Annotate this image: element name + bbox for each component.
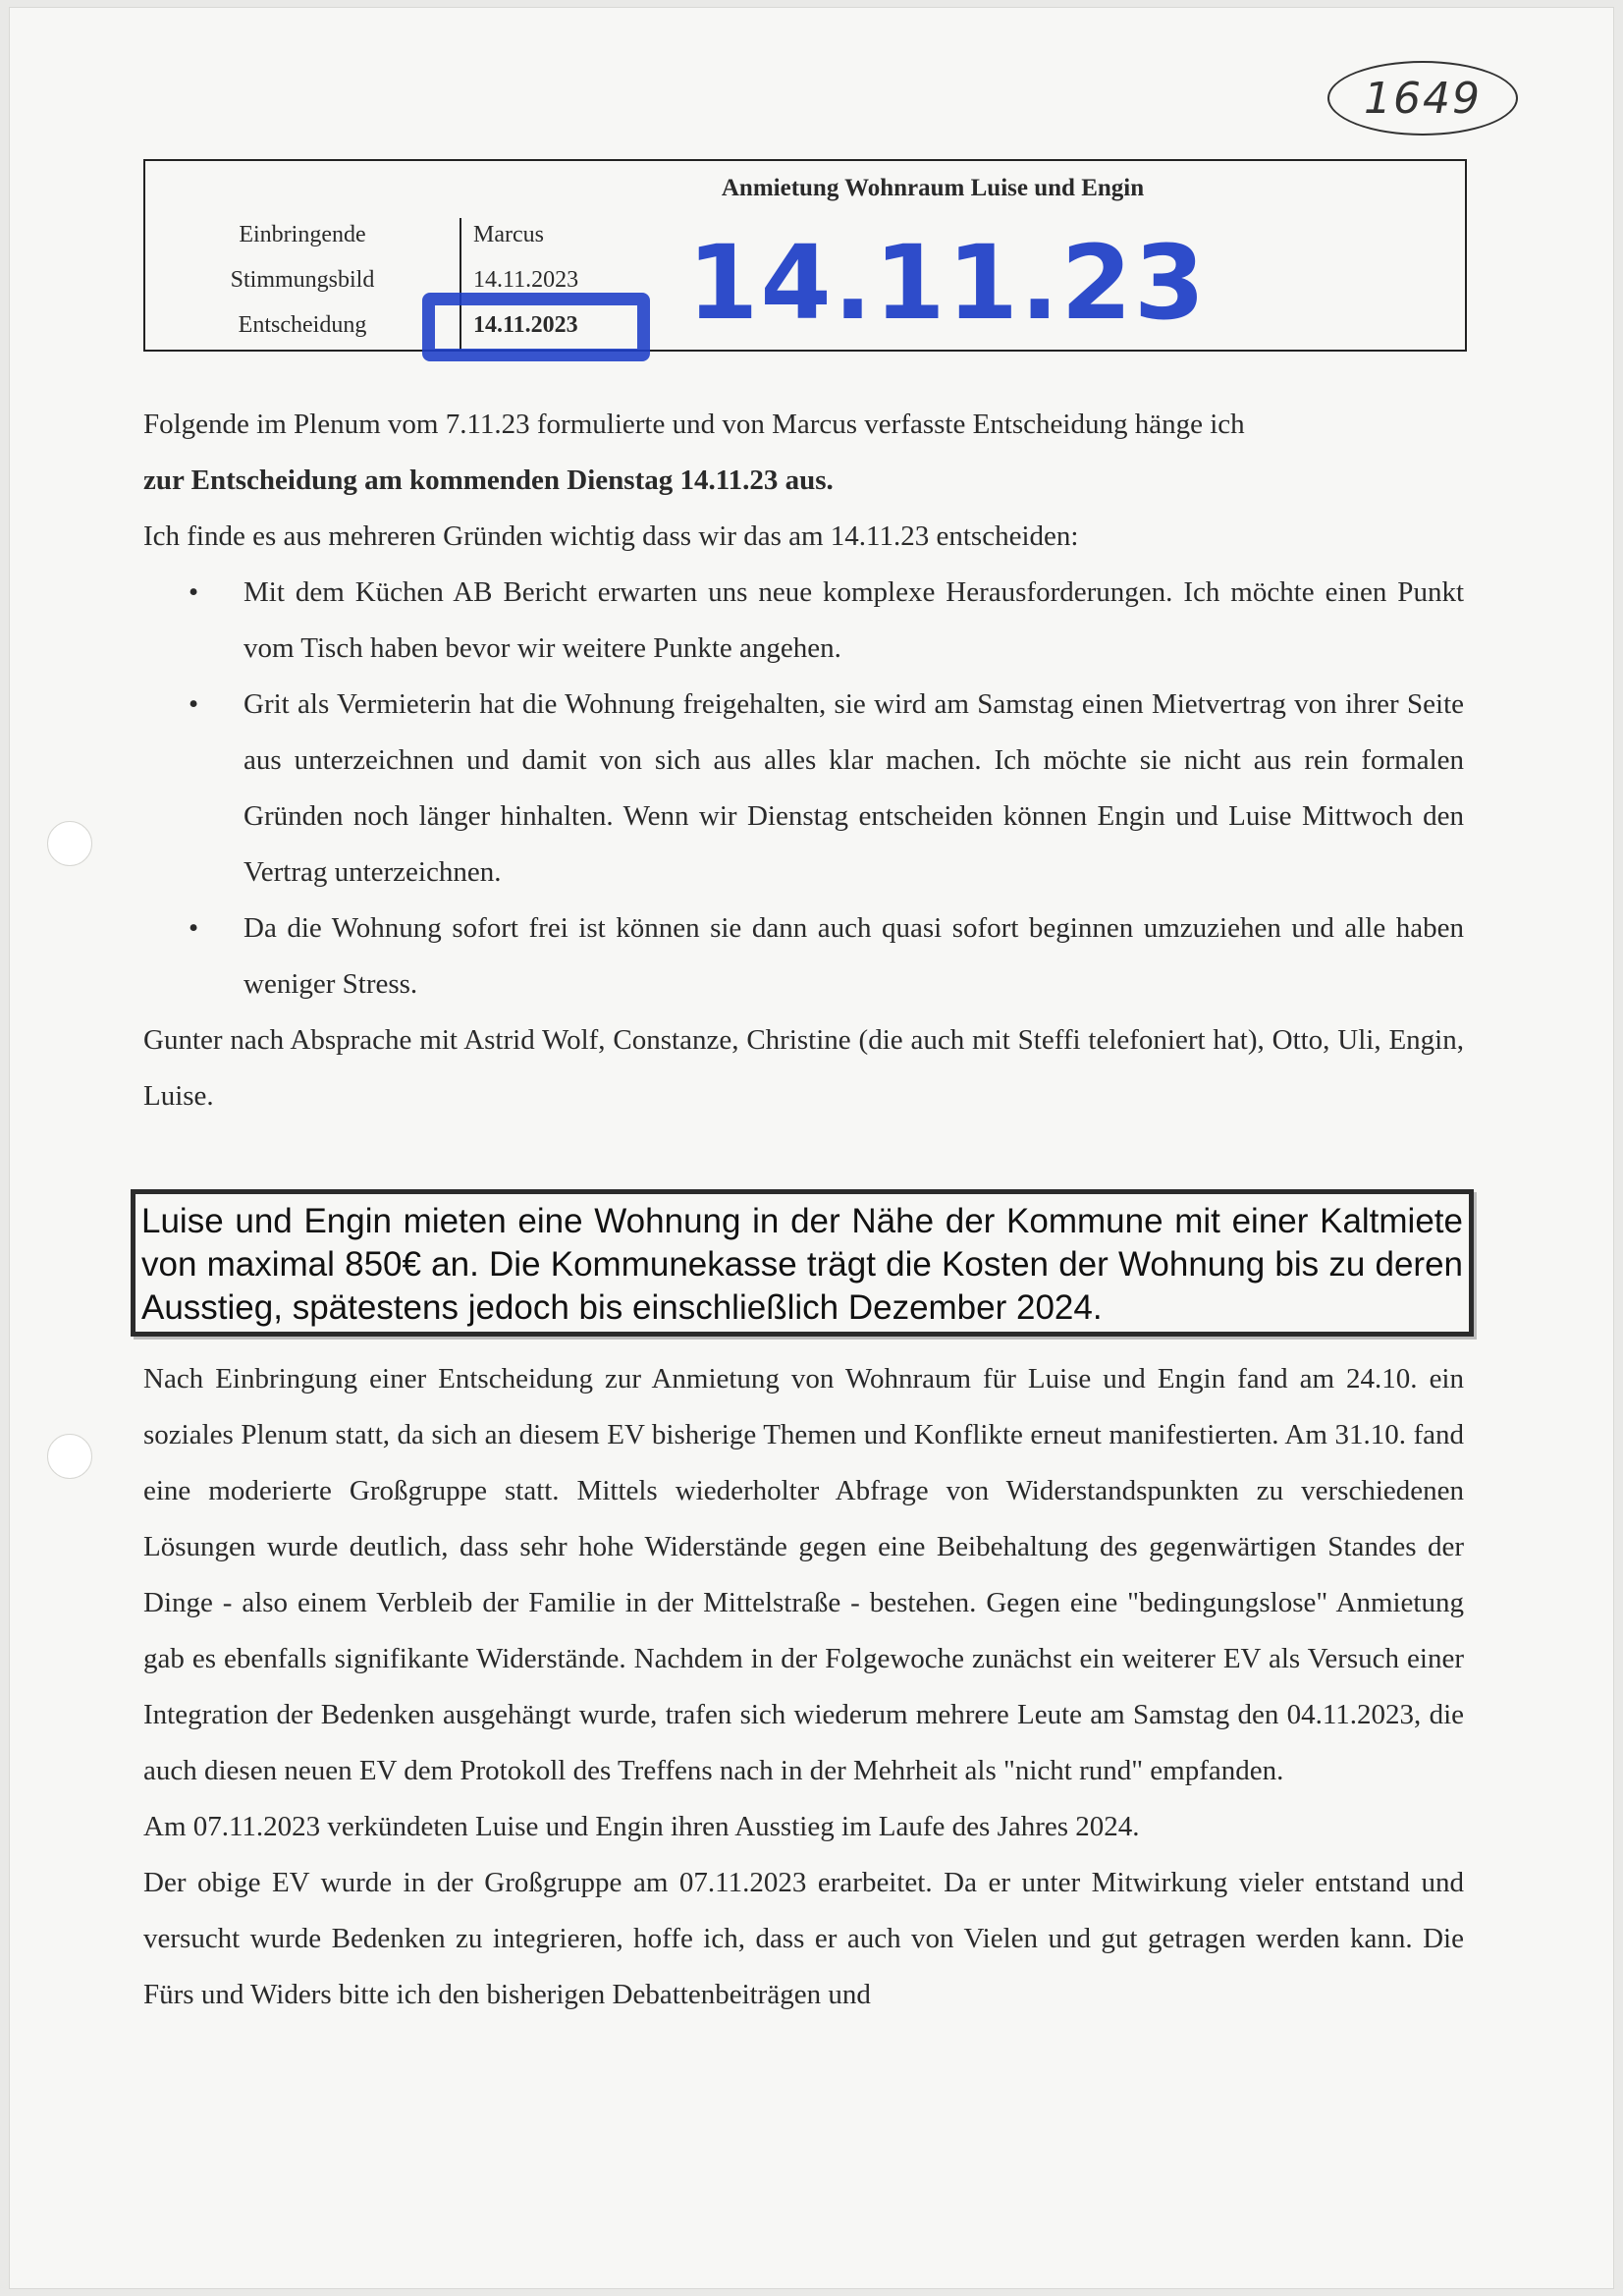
rationale-section — [143, 1351, 1464, 2023]
info-value: 14.11.2023 — [473, 312, 578, 338]
supporters-text: Gunter nach Absprache mit Astrid Wolf, Constanze, Christine (die auch mit Steffi telefoniert hat), Otto, Uli, Engin, Luise. — [143, 1024, 1464, 1112]
list-item: • Da die Wohnung sofort frei ist können sie dann auch quasi sofort beginnen umzuziehen und alle haben weniger Stress. — [143, 901, 1464, 1012]
paragraph: Der obige EV wurde in der Großgruppe am 07.11.2023 erarbeitet. Da er unter Mitwirkung vieler entstand und versucht wurde Bedenken zu integrieren, hoffe ich, dass er auch von Vielen und gut getragen werden kann. Die Fürs und Widers bitte ich den bisherigen Debattenbeiträgen und — [143, 1867, 1464, 2010]
intro-section — [143, 397, 1464, 1124]
intro-line: Folgende im Plenum vom 7.11.23 formulierte und von Marcus verfasste Entscheidung hänge ich — [143, 409, 1245, 440]
handwritten-highlight-box — [422, 293, 650, 361]
bullet-icon: • — [189, 688, 199, 720]
paragraph: Am 07.11.2023 verkündeten Luise und Engin ihren Ausstieg im Laufe des Jahres 2024. — [143, 1811, 1140, 1842]
info-label: Entscheidung — [238, 312, 367, 338]
paragraph: Nach Einbringung einer Entscheidung zur Anmietung von Wohnraum für Luise und Engin fand am 24.10. ein soziales Plenum statt, da sich an diesem EV bisherige Themen und Konflikte erneut manifestierten. Am 31.10. fand eine moderierte Großgruppe statt. Mittels wiederholter Abfrage von Widerstandspunkten zu verschiedenen Lösungen wurde deutlich, dass sehr hohe Widerstände gegen eine Beibehaltung des gegenwärtigen Standes der Dinge - also einem Verbleib der Familie in der Mittelstraße - bestehen. Gegen eine "bedingungslose" Anmietung gab es ebenfalls signifikante Widerstände. Nachdem in der Folgewoche zunächst ein weiterer EV als Versuch einer Integration der Bedenken ausgehängt wurde, trafen sich wiederum mehrere Leute am Samstag den 04.11.2023, die auch diesen neuen EV dem Protokoll des Treffens nach in der Mehrheit als "nicht rund" empfanden. — [143, 1363, 1464, 1786]
handwritten-date: 14.11.23 — [687, 223, 1208, 343]
list-item: • Mit dem Küchen AB Bericht erwarten uns neue komplexe Herausforderungen. Ich möchte einen Punkt vom Tisch haben bevor wir weitere Punkte angehen. — [143, 565, 1464, 677]
intro-line: Ich finde es aus mehreren Gründen wichtig dass wir das am 14.11.23 entscheiden: — [143, 520, 1079, 552]
info-label: Stimmungsbild — [230, 267, 375, 293]
info-value: 14.11.2023 — [473, 267, 579, 293]
info-title: Anmietung Wohnraum Luise und Engin — [721, 175, 1145, 201]
punch-hole — [47, 821, 92, 866]
bullet-icon: • — [189, 576, 199, 608]
decision-box: Luise und Engin mieten eine Wohnung in der Nähe der Kommune mit einer Kaltmiete von maximal 850€ an. Die Kommunekasse trägt die Kosten der Wohnung bis zu deren Ausstieg, spätestens jedoch bis einschließlich Dezember 2024. — [131, 1189, 1474, 1337]
info-value: Marcus — [473, 222, 544, 247]
info-label: Einbringende — [239, 222, 366, 247]
list-item: • Grit als Vermieterin hat die Wohnung freigehalten, sie wird am Samstag einen Mietvertrag von ihrer Seite aus unterzeichnen und damit von sich aus alles klar machen. Ich möchte sie nicht aus rein formalen Gründen noch länger hinhalten. Wenn wir Dienstag entscheiden können Engin und Luise Mittwoch den Vertrag unterzeichnen. — [143, 677, 1464, 901]
punch-hole — [47, 1434, 92, 1479]
intro-bold-line: zur Entscheidung am kommenden Dienstag 14.11.23 aus. — [143, 465, 834, 496]
reasons-list — [143, 565, 1464, 1012]
handwritten-page-number: 1649 — [1327, 61, 1518, 136]
bullet-icon: • — [189, 912, 199, 944]
